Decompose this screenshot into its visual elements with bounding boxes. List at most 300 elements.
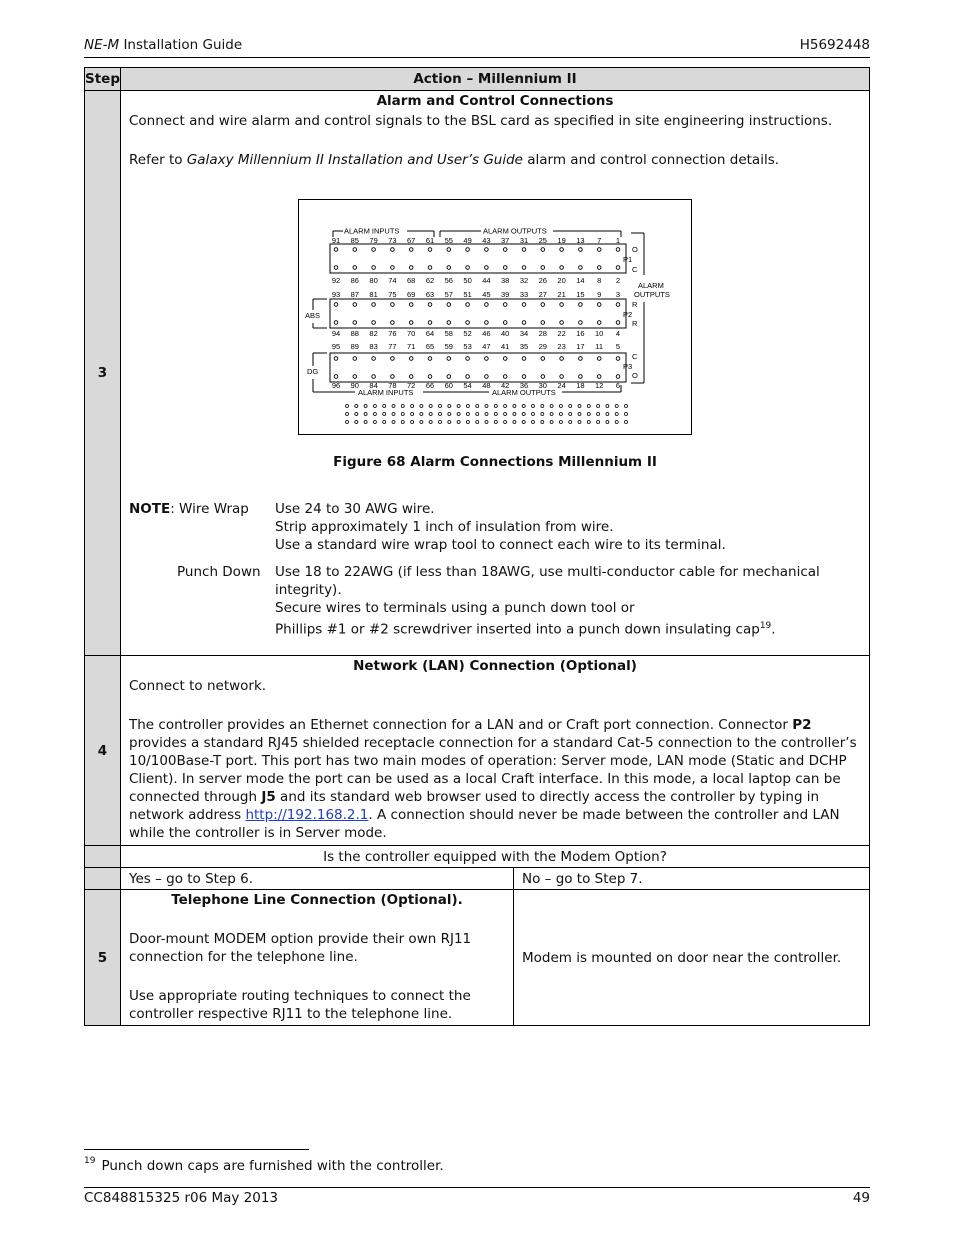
pin-number: 68 xyxy=(407,276,416,285)
pin-number: 10 xyxy=(595,329,604,338)
terminal-pin xyxy=(560,321,564,325)
grid-pin xyxy=(504,405,507,408)
alarm-outputs-label: ALARM OUTPUTS xyxy=(483,226,547,236)
grid-pin xyxy=(476,413,479,416)
grid-pin xyxy=(429,405,432,408)
pin-number: 42 xyxy=(501,381,510,390)
question-row xyxy=(85,846,870,868)
terminal-pin xyxy=(353,357,357,361)
terminal-pin xyxy=(409,357,413,361)
grid-pin xyxy=(457,413,460,416)
terminal-pin xyxy=(353,266,357,270)
pin-number: 52 xyxy=(463,329,472,338)
instruction-line: Strip approximately 1 inch of insulation from wire. xyxy=(275,519,614,535)
alarm-outputs-label: ALARM OUTPUTS xyxy=(492,388,556,397)
pin-number: 69 xyxy=(407,290,416,299)
pin-number: 77 xyxy=(388,342,397,351)
terminal-pin xyxy=(391,303,395,307)
section-heading: Alarm and Control Connections xyxy=(376,93,614,109)
terminal-pin xyxy=(597,248,601,252)
terminal-pin xyxy=(353,248,357,252)
terminal-pin xyxy=(334,321,338,325)
pin-number: 5 xyxy=(615,342,621,351)
terminal-pin xyxy=(560,303,564,307)
step-5-row xyxy=(85,890,870,1026)
grid-pin xyxy=(615,413,618,416)
pin-number: 83 xyxy=(369,342,378,351)
pin-number: 82 xyxy=(369,329,378,338)
grid-pin xyxy=(532,421,535,424)
pin-number: 76 xyxy=(388,329,397,338)
grid-pin xyxy=(346,421,349,424)
terminal-pin xyxy=(579,266,583,270)
note-label: NOTE: Wire Wrap xyxy=(129,501,249,517)
terminal-pin xyxy=(334,375,338,379)
terminal-pin xyxy=(466,303,470,307)
side-label: R xyxy=(632,300,638,309)
grid-pin xyxy=(383,405,386,408)
empty-step-cell xyxy=(85,846,121,868)
grid-pin xyxy=(420,405,423,408)
pin-number: 22 xyxy=(557,329,566,338)
grid-pin xyxy=(392,413,395,416)
pin-number: 49 xyxy=(463,236,472,245)
terminal-pin xyxy=(466,375,470,379)
terminal-pin xyxy=(560,375,564,379)
grid-pin xyxy=(569,405,572,408)
terminal-pin xyxy=(597,375,601,379)
grid-pin xyxy=(578,405,581,408)
pin-number: 63 xyxy=(425,290,435,299)
terminal-pin xyxy=(334,266,338,270)
terminal-pin xyxy=(503,321,507,325)
pin-number: 85 xyxy=(350,236,359,245)
step-4-content xyxy=(121,656,870,846)
terminal-pin xyxy=(409,248,413,252)
pin-number: 88 xyxy=(350,329,359,338)
grid-pin xyxy=(597,413,600,416)
grid-pin xyxy=(392,421,395,424)
terminal-pin xyxy=(428,303,432,307)
terminal-pin xyxy=(353,375,357,379)
instruction-line: Secure wires to terminals using a punch down tool or xyxy=(275,600,635,616)
pin-number: 48 xyxy=(482,381,491,390)
section-heading: Telephone Line Connection (Optional). xyxy=(171,892,463,908)
terminal-pin xyxy=(522,266,526,270)
pin-number: 23 xyxy=(557,342,566,351)
pin-number: 19 xyxy=(557,236,566,245)
pin-number: 30 xyxy=(538,381,547,390)
grid-pin xyxy=(466,413,469,416)
terminal-pin xyxy=(334,357,338,361)
terminal-pin xyxy=(616,303,620,307)
terminal-pin xyxy=(579,321,583,325)
col-action-header: Action – Millennium II xyxy=(121,68,870,91)
terminal-pin xyxy=(428,266,432,270)
grid-pin xyxy=(439,421,442,424)
pin-number: 64 xyxy=(425,329,435,338)
terminal-pin xyxy=(541,248,545,252)
terminal-pin xyxy=(391,266,395,270)
grid-pin xyxy=(615,405,618,408)
pin-number: 31 xyxy=(519,236,529,245)
grid-pin xyxy=(559,413,562,416)
terminal-pin xyxy=(372,266,376,270)
grid-pin xyxy=(569,413,572,416)
pin-number: 40 xyxy=(501,329,510,338)
paragraph: Connect and wire alarm and control signals to the BSL card as specified in site engineering instructions. xyxy=(129,113,833,129)
grid-pin xyxy=(420,421,423,424)
terminal-pin xyxy=(409,266,413,270)
grid-pin xyxy=(532,413,535,416)
punch-down-label: Punch Down xyxy=(177,564,261,580)
modem-location-note: Modem is mounted on door near the controller. xyxy=(514,890,870,1026)
grid-pin xyxy=(364,421,367,424)
instruction-line: Phillips #1 or #2 screwdriver inserted into a punch down insulating cap$^{19}$. xyxy=(275,621,776,638)
grid-pin xyxy=(429,413,432,416)
grid-pin xyxy=(364,413,367,416)
pin-number: 1 xyxy=(615,236,621,245)
pin-number: 78 xyxy=(388,381,397,390)
pin-number: 61 xyxy=(425,236,435,245)
terminal-pin xyxy=(560,266,564,270)
pin-number: 80 xyxy=(369,276,378,285)
terminal-pin xyxy=(503,266,507,270)
step-3-content xyxy=(121,91,870,656)
pin-number: 96 xyxy=(331,381,341,390)
pin-number: 45 xyxy=(482,290,491,299)
header-doc-id: H5692448 xyxy=(799,37,870,53)
col-step-header: Step xyxy=(85,68,121,91)
grid-pin xyxy=(504,421,507,424)
grid-pin xyxy=(522,405,525,408)
table-header-row xyxy=(85,68,870,91)
pin-number: 11 xyxy=(595,342,604,351)
pin-number: 65 xyxy=(425,342,435,351)
pin-number: 84 xyxy=(369,381,378,390)
connector-diagram xyxy=(299,200,691,434)
terminal-pin xyxy=(372,375,376,379)
side-label: R xyxy=(632,319,638,328)
terminal-pin xyxy=(616,266,620,270)
grid-pin xyxy=(476,421,479,424)
grid-pin xyxy=(373,421,376,424)
grid-pin xyxy=(587,421,590,424)
terminal-pin xyxy=(428,321,432,325)
grid-pin xyxy=(541,413,544,416)
pin-number: 72 xyxy=(407,381,416,390)
grid-pin xyxy=(429,421,432,424)
pin-number: 81 xyxy=(369,290,378,299)
side-label: C xyxy=(632,352,638,361)
pin-number: 73 xyxy=(388,236,397,245)
grid-pin xyxy=(532,405,535,408)
grid-pin xyxy=(476,405,479,408)
grid-pin xyxy=(625,421,628,424)
grid-pin xyxy=(346,405,349,408)
terminal-pin xyxy=(485,375,489,379)
grid-pin xyxy=(448,413,451,416)
side-label: C xyxy=(632,265,638,274)
terminal-pin xyxy=(616,248,620,252)
answer-yes: Yes – go to Step 6. xyxy=(121,868,514,890)
terminal-pin xyxy=(485,357,489,361)
pin-number: 66 xyxy=(425,381,435,390)
pin-number: 53 xyxy=(463,342,472,351)
terminal-pin xyxy=(541,375,545,379)
pin-number: 95 xyxy=(331,342,341,351)
pin-number: 43 xyxy=(482,236,491,245)
terminal-pin xyxy=(334,248,338,252)
grid-pin xyxy=(606,413,609,416)
terminal-pin xyxy=(428,375,432,379)
punch-down-instructions xyxy=(275,563,861,639)
pin-number: 21 xyxy=(557,290,566,299)
grid-pin xyxy=(346,413,349,416)
pin-number: 38 xyxy=(501,276,510,285)
terminal-pin xyxy=(391,357,395,361)
pin-number: 8 xyxy=(597,276,602,285)
grid-pin xyxy=(392,405,395,408)
pin-number: 90 xyxy=(350,381,359,390)
pin-number: 34 xyxy=(519,329,529,338)
terminal-pin xyxy=(372,321,376,325)
side-label: O xyxy=(632,245,638,254)
footnote-rule xyxy=(84,1149,309,1150)
terminal-pin xyxy=(597,266,601,270)
grid-pin xyxy=(513,413,516,416)
pin-number: 58 xyxy=(444,329,453,338)
pin-number: 28 xyxy=(538,329,547,338)
terminal-pin xyxy=(391,321,395,325)
terminal-pin xyxy=(447,248,451,252)
grid-pin xyxy=(439,413,442,416)
grid-pin xyxy=(522,413,525,416)
grid-pin xyxy=(522,421,525,424)
pin-number: 50 xyxy=(463,276,472,285)
grid-pin xyxy=(541,405,544,408)
pin-number: 39 xyxy=(501,290,510,299)
instruction-line: Use a standard wire wrap tool to connect each wire to its terminal. xyxy=(275,537,726,553)
grid-pin xyxy=(439,405,442,408)
pin-number: 13 xyxy=(576,236,585,245)
terminal-pin xyxy=(466,321,470,325)
network-address-link[interactable]: http://192.168.2.1 xyxy=(245,807,369,823)
terminal-pin xyxy=(503,303,507,307)
terminal-pin xyxy=(522,248,526,252)
pin-number: 33 xyxy=(519,290,529,299)
terminal-pin xyxy=(541,303,545,307)
footer-doc-info: CC848815325 r06 May 2013 xyxy=(84,1190,279,1206)
pin-number: 26 xyxy=(538,276,547,285)
terminal-pin xyxy=(485,266,489,270)
grid-pin xyxy=(587,405,590,408)
terminal-pin xyxy=(522,375,526,379)
pin-number: 7 xyxy=(597,236,602,245)
terminal-pin xyxy=(466,248,470,252)
abs-label: ABS xyxy=(305,311,321,320)
grid-pin xyxy=(401,413,404,416)
grid-pin xyxy=(578,413,581,416)
pin-number: 24 xyxy=(557,381,566,390)
footer-rule xyxy=(84,1187,870,1188)
terminal-pin xyxy=(503,248,507,252)
pin-number: 67 xyxy=(407,236,416,245)
terminal-pin xyxy=(560,248,564,252)
terminal-pin xyxy=(447,266,451,270)
paragraph: Door-mount MODEM option provide their own RJ11 connection for the telephone line. xyxy=(129,931,472,965)
pin-number: 93 xyxy=(331,290,341,299)
pin-number: 32 xyxy=(519,276,529,285)
terminal-pin xyxy=(541,357,545,361)
alarm-inputs-label: ALARM INPUTS xyxy=(358,388,414,397)
grid-pin xyxy=(513,405,516,408)
pin-number: 41 xyxy=(501,342,510,351)
terminal-pin xyxy=(391,248,395,252)
grid-pin xyxy=(494,405,497,408)
step-4-row xyxy=(85,656,870,846)
alarm-connections-figure xyxy=(298,199,692,435)
grid-pin xyxy=(411,405,414,408)
terminal-pin xyxy=(447,321,451,325)
wire-wrap-instructions xyxy=(275,500,861,554)
grid-pin xyxy=(401,421,404,424)
pin-number: 37 xyxy=(501,236,510,245)
pin-number: 17 xyxy=(576,342,585,351)
section-heading: Network (LAN) Connection (Optional) xyxy=(353,658,637,674)
terminal-pin xyxy=(579,248,583,252)
terminal-pin xyxy=(597,321,601,325)
grid-pin xyxy=(355,421,358,424)
pin-number: 18 xyxy=(576,381,585,390)
terminal-pin xyxy=(372,357,376,361)
grid-pin xyxy=(597,405,600,408)
pin-number: 59 xyxy=(444,342,453,351)
pin-number: 16 xyxy=(576,329,585,338)
connector-label: P2 xyxy=(623,310,633,319)
grid-pin xyxy=(485,405,488,408)
paragraph: The controller provides an Ethernet connection for a LAN and or Craft port connection. Connector P2 provides a standard RJ45 shielded receptacle connection for a standard Cat-5 connection to the controller’s 10/100Base-T port. This port has two main modes of operation: Server mode, LAN mode (Static and DCHP Client). In server mode the port can be used as a local Craft interface. In this mode, a local laptop can be connected through J5 and its standard web browser used to directly access the controller by typing in network address http://192.168.2.1. A connection should never be made between the controller and LAN while the controller is in Server mode. xyxy=(129,717,857,841)
pin-number: 70 xyxy=(407,329,416,338)
pin-number: 9 xyxy=(597,290,602,299)
figure-caption: Figure 68 Alarm Connections Millennium II xyxy=(333,454,657,470)
paragraph: Connect to network. xyxy=(129,678,267,694)
pin-number: 56 xyxy=(444,276,453,285)
grid-pin xyxy=(485,421,488,424)
terminal-pin xyxy=(597,303,601,307)
alarm-label: ALARM xyxy=(638,281,664,290)
pin-number: 6 xyxy=(615,381,621,390)
terminal-pin xyxy=(447,303,451,307)
grid-pin xyxy=(504,413,507,416)
terminal-pin xyxy=(409,303,413,307)
pin-number: 44 xyxy=(482,276,491,285)
dg-label: DG xyxy=(307,367,319,376)
pin-number: 47 xyxy=(482,342,491,351)
footnote: $^{19}$ Punch down caps are furnished with the controller. xyxy=(84,1156,444,1174)
pin-number: 94 xyxy=(331,329,341,338)
grid-pin xyxy=(513,421,516,424)
terminal-pin xyxy=(522,303,526,307)
pin-number: 2 xyxy=(615,276,621,285)
grid-pin xyxy=(364,405,367,408)
pin-number: 57 xyxy=(444,290,453,299)
terminal-pin xyxy=(409,375,413,379)
connector-label: P3 xyxy=(623,362,633,371)
grid-pin xyxy=(466,421,469,424)
paragraph: Refer to Galaxy Millennium II Installation and User’s Guide alarm and control connection details. xyxy=(129,152,780,168)
terminal-pin xyxy=(334,303,338,307)
header-rule xyxy=(84,57,870,58)
pin-number: 55 xyxy=(444,236,453,245)
terminal-pin xyxy=(541,266,545,270)
pin-number: 86 xyxy=(350,276,359,285)
grid-pin xyxy=(373,413,376,416)
terminal-pin xyxy=(597,357,601,361)
terminal-pin xyxy=(353,321,357,325)
pin-number: 12 xyxy=(595,381,604,390)
terminal-pin xyxy=(616,321,620,325)
terminal-pin xyxy=(541,321,545,325)
empty-step-cell xyxy=(85,868,121,890)
step-number: 4 xyxy=(85,656,121,846)
terminal-pin xyxy=(466,357,470,361)
terminal-pin xyxy=(503,357,507,361)
terminal-pin xyxy=(353,303,357,307)
pin-number: 71 xyxy=(407,342,416,351)
grid-pin xyxy=(578,421,581,424)
terminal-pin xyxy=(409,321,413,325)
terminal-pin xyxy=(522,321,526,325)
pin-number: 74 xyxy=(388,276,397,285)
terminal-pin xyxy=(485,321,489,325)
terminal-pin xyxy=(428,248,432,252)
grid-pin xyxy=(401,405,404,408)
grid-pin xyxy=(420,413,423,416)
pin-number: 54 xyxy=(463,381,472,390)
pin-number: 29 xyxy=(538,342,547,351)
grid-pin xyxy=(448,421,451,424)
step-number: 3 xyxy=(85,91,121,656)
terminal-pin xyxy=(372,248,376,252)
grid-pin xyxy=(587,413,590,416)
terminal-pin xyxy=(485,303,489,307)
answer-row xyxy=(85,868,870,890)
grid-pin xyxy=(606,421,609,424)
terminal-pin xyxy=(447,357,451,361)
grid-pin xyxy=(494,421,497,424)
grid-pin xyxy=(411,421,414,424)
header-title: NE-M Installation Guide xyxy=(84,37,243,53)
grid-pin xyxy=(448,405,451,408)
grid-pin xyxy=(541,421,544,424)
pin-number: 36 xyxy=(519,381,529,390)
terminal-pin xyxy=(372,303,376,307)
grid-pin xyxy=(355,413,358,416)
pin-number: 46 xyxy=(482,329,491,338)
grid-pin xyxy=(383,421,386,424)
grid-pin xyxy=(373,405,376,408)
pin-number: 14 xyxy=(576,276,585,285)
terminal-pin xyxy=(579,303,583,307)
page-number: 49 xyxy=(852,1190,870,1206)
outputs-label: OUTPUTS xyxy=(634,290,670,299)
grid-pin xyxy=(466,405,469,408)
footnote-ref: 19 xyxy=(759,621,772,631)
terminal-pin xyxy=(391,375,395,379)
grid-pin xyxy=(615,421,618,424)
pin-number: 91 xyxy=(331,236,341,245)
